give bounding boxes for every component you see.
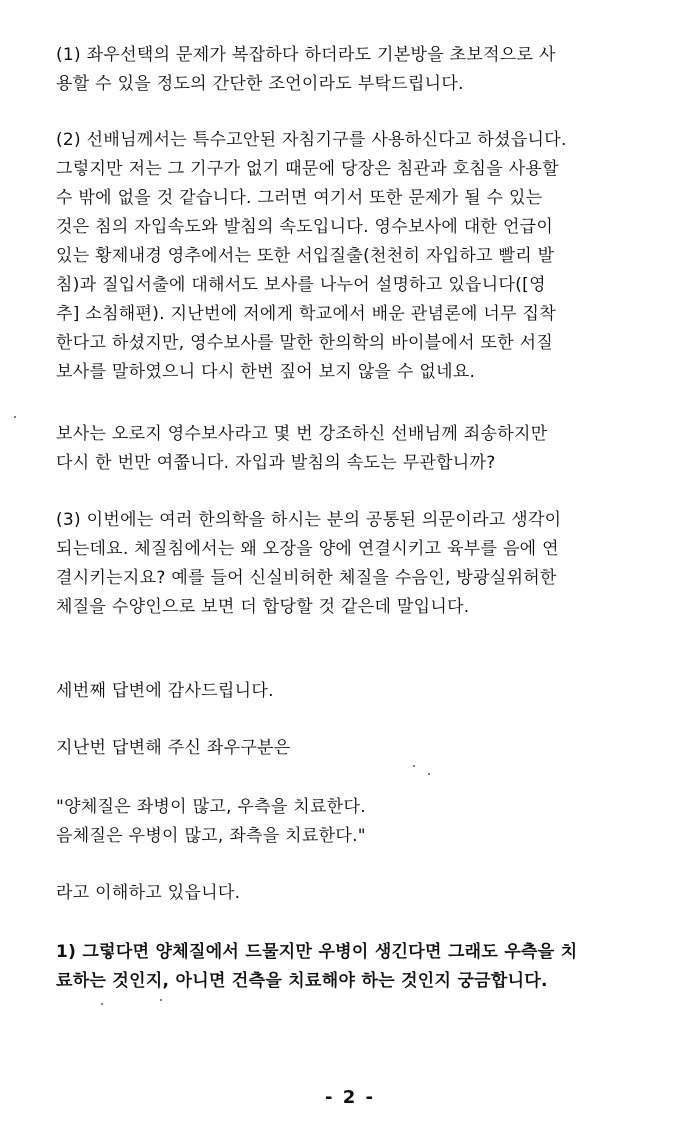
understanding-line: 라고 이해하고 있읍니다. bbox=[56, 883, 241, 903]
text-line: 1) 그렇다면 양체질에서 드물지만 우병이 생긴다면 그래도 우측을 치 bbox=[56, 942, 578, 962]
text-line: 료하는 것인지, 아니면 건측을 치료해야 하는 것인지 궁금합니다. bbox=[56, 971, 548, 991]
text-line: 보사를 말하였으니 다시 한번 짚어 보지 않을 수 없네요. bbox=[56, 362, 476, 382]
text-line: 다시 한 번만 여쭙니다. 자입과 발침의 속도는 무관합니까? bbox=[56, 453, 496, 473]
text-line: (1) 좌우선택의 문제가 복잡하다 하더라도 기본방을 초보적으로 사 bbox=[56, 45, 556, 65]
page-number: - 2 - bbox=[325, 1087, 375, 1108]
text-line: 추] 소침해편). 지난번에 저에게 학교에서 배운 관념론에 너무 집착 bbox=[56, 304, 556, 324]
scan-speck bbox=[14, 416, 16, 418]
previous-answer-line: 지난번 답변해 주신 좌우구분은 bbox=[56, 738, 291, 758]
scan-speck bbox=[101, 1003, 103, 1005]
text-line: (2) 선배님께서는 특수고안된 자침기구를 사용하신다고 하셨읍니다. bbox=[56, 130, 567, 150]
text-line: 결시키는지요? 예를 들어 신실비허한 체질을 수음인, 방광실위허한 bbox=[56, 568, 557, 588]
text-line: 침)과 질입서출에 대해서도 보사를 나누어 설명하고 있읍니다([영 bbox=[56, 275, 546, 295]
scan-speck bbox=[413, 765, 415, 767]
text-line: 한다고 하셨지만, 영수보사를 말한 한의학의 바이블에서 또한 서질 bbox=[56, 333, 554, 353]
thanks-line: 세번째 답변에 감사드립니다. bbox=[56, 681, 274, 701]
text-line: 되는데요. 체질침에서는 왜 오장을 양에 연결시키고 육부를 음에 연 bbox=[56, 539, 559, 559]
text-line: 그렇지만 저는 그 기구가 없기 때문에 당장은 침관과 호침을 사용할 bbox=[56, 159, 559, 179]
text-line: 있는 황제내경 영추에서는 또한 서입질출(천천히 자입하고 빨리 발 bbox=[56, 246, 555, 266]
text-line: 체질을 수양인으로 보면 더 합당할 것 같은데 말입니다. bbox=[56, 597, 470, 617]
text-line: 수 밖에 없을 것 같습니다. 그러면 여기서 또한 문제가 될 수 있는 bbox=[56, 188, 543, 208]
scan-speck bbox=[428, 773, 430, 775]
text-line: 것은 침의 자입속도와 발침의 속도입니다. 영수보사에 대한 언급이 bbox=[56, 217, 554, 237]
text-line: 용할 수 있을 정도의 간단한 조언이라도 부탁드립니다. bbox=[56, 74, 464, 94]
scan-speck bbox=[160, 999, 162, 1001]
text-line: (3) 이번에는 여러 한의학을 하시는 분의 공통된 의문이라고 생각이 bbox=[56, 510, 562, 530]
text-line: "양체질은 좌병이 많고, 우측을 치료한다. bbox=[56, 797, 366, 817]
text-line: 보사는 오로지 영수보사라고 몇 번 강조하신 선배님께 죄송하지만 bbox=[56, 424, 548, 444]
text-line: 음체질은 우병이 많고, 좌측을 치료한다." bbox=[56, 826, 366, 846]
